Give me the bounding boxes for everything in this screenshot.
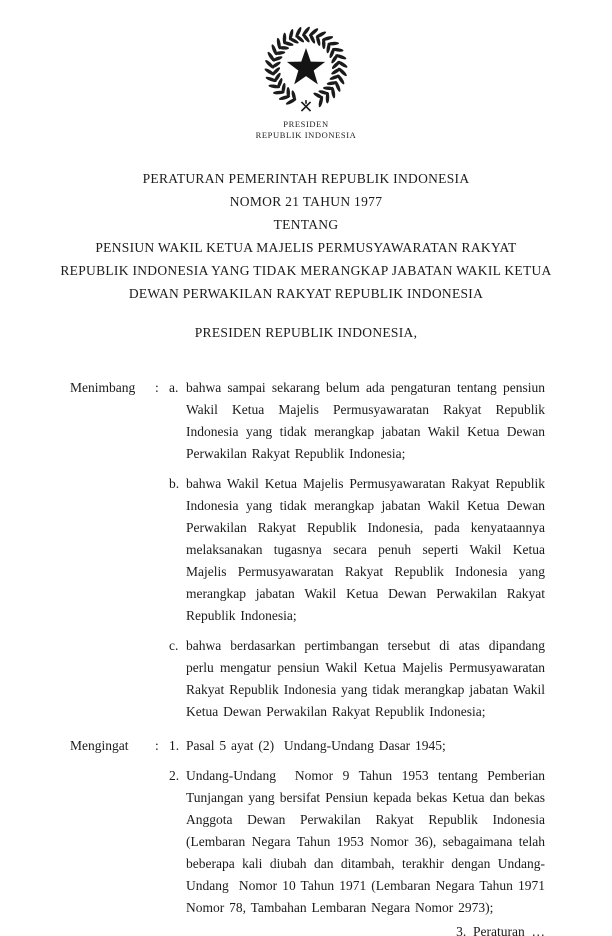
doc-title-line-1: PERATURAN PEMERINTAH REPUBLIK INDONESIA	[142, 171, 470, 186]
item-text: Pasal 5 ayat (2) Undang-Undang Dasar 1945;	[186, 738, 446, 753]
list-item	[169, 735, 545, 757]
seal-caption-line1: PRESIDEN	[283, 119, 329, 129]
section-colon: :	[155, 380, 159, 395]
star-shape	[287, 48, 325, 84]
doc-title-line-4: PENSIUN WAKIL KETUA MAJELIS PERMUSYAWARATAN RAKYAT	[95, 240, 517, 255]
list-item	[169, 473, 550, 627]
doc-title-line-6: DEWAN PERWAKILAN RAKYAT REPUBLIK INDONESIA	[128, 286, 484, 301]
ribbon-shape	[301, 100, 310, 111]
clause-sections	[0, 377, 612, 919]
section-menimbang	[0, 377, 612, 723]
section-items	[169, 377, 550, 723]
section-colon: :	[155, 738, 159, 753]
star-wreath-icon	[260, 26, 352, 112]
section-mengingat	[0, 735, 612, 919]
item-marker: a.	[169, 380, 179, 395]
item-text: bahwa berdasarkan pertimbangan tersebut di atas dipandang perlu mengatur pensiun Wakil Ketua Majelis Permusyawaratan Rakyat Republik Indonesia yang tidak merangkap jabatan Wakil Ketua Dewan Perwakilan Rakyat Republik Indonesia;	[186, 638, 550, 719]
item-marker: c.	[169, 638, 179, 653]
doc-title-line-2: NOMOR 21 TAHUN 1977	[229, 194, 383, 209]
doc-title-line-3: TENTANG	[273, 217, 339, 232]
opening-line: PRESIDEN REPUBLIK INDONESIA,	[194, 325, 418, 340]
seal-header	[0, 0, 612, 140]
section-items	[169, 735, 550, 919]
section-label: Mengingat	[70, 738, 129, 753]
item-marker: 2.	[169, 768, 180, 783]
item-marker: b.	[169, 476, 180, 491]
item-text: Undang-Undang Nomor 9 Tahun 1953 tentang Pemberian Tunjangan yang bersifat Pensiun kepada bekas Ketua dan bekas Anggota Dewan Perwakilan Rakyat Republik Indonesia (Lembaran Negara Tahun 1953 Nomor 36), sebagaimana telah beberapa kali diubah dan ditambah, terakhir dengan Undang-Undang Nomor 10 Tahun 1971 (Lembaran Negara Tahun 1971 Nomor 78, Tambahan Lembaran Negara Nomor 2973);	[186, 768, 550, 915]
catchword: 3. Peraturan …	[456, 924, 545, 936]
doc-title-block	[0, 167, 612, 305]
item-text: bahwa sampai sekarang belum ada pengaturan tentang pensiun Wakil Ketua Majelis Permusyawaratan Rakyat Republik Indonesia yang tidak merangkap jabatan Wakil Ketua Dewan Perwakilan Rakyat Republik Indonesia;	[186, 380, 550, 461]
item-text: bahwa Wakil Ketua Majelis Permusyawaratan Rakyat Republik Indonesia yang tidak merangkap jabatan Wakil Ketua Dewan Perwakilan Rakyat Republik Indonesia, pada kenyataannya melaksanakan tugasnya secara penuh seperti Wakil Ketua Majelis Permusyawaratan Rakyat Republik Indonesia yang merangkap jabatan Wakil Ketua Dewan Perwakilan Rakyat Republik Indonesia;	[186, 476, 550, 623]
section-label: Menimbang	[70, 380, 136, 395]
seal-caption-line2: REPUBLIK INDONESIA	[255, 129, 357, 140]
list-item	[169, 765, 550, 919]
seal-caption	[0, 119, 612, 140]
list-item	[169, 377, 550, 465]
list-item	[169, 635, 550, 723]
doc-title-line-5: REPUBLIK INDONESIA YANG TIDAK MERANGKAP JABATAN WAKIL KETUA	[60, 263, 552, 278]
item-marker: 1.	[169, 738, 180, 753]
